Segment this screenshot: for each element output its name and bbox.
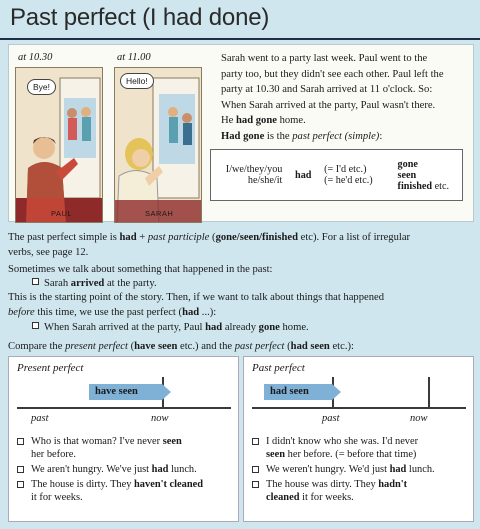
present-perfect-title: Present perfect xyxy=(17,362,84,374)
compare-intro: Compare the present perfect (have seen etc.) and the past perfect (had seen etc.): xyxy=(8,341,354,352)
time-label-right: at 11.00 xyxy=(117,52,151,63)
present-perfect-examples xyxy=(17,435,235,506)
page-title: Past perfect (I had done) xyxy=(10,4,270,31)
example-box xyxy=(8,44,474,222)
list-item: We aren't hungry. We've just had lunch. xyxy=(17,463,235,476)
illustration-sarah xyxy=(114,67,202,223)
speech-bubble-hello: Hello! xyxy=(120,73,154,89)
arrow-tip-icon xyxy=(332,384,341,400)
past-perfect-examples xyxy=(252,435,470,506)
axis-past-label: past xyxy=(322,413,340,424)
story-text xyxy=(221,51,471,145)
axis-now-label: now xyxy=(410,413,428,424)
story-line: He had gone home. xyxy=(221,115,306,127)
explanation-paragraph-3: This is the starting point of the story. Then, if we want to talk about things that happened before this time, we use the past perfect (had ...): xyxy=(8,292,385,318)
list-item: The house was dirty. They hadn't cleaned it for weeks. xyxy=(252,478,470,504)
bullet-box-icon xyxy=(252,466,259,473)
title-rule xyxy=(0,38,480,40)
axis-now-label: now xyxy=(151,413,169,424)
caption-sarah: SARAH xyxy=(145,209,174,218)
arrow-tip-icon xyxy=(162,384,171,400)
bullet-box-icon xyxy=(17,481,24,488)
timeline-line xyxy=(17,407,231,409)
present-perfect-box xyxy=(8,356,239,522)
bullet-box-icon xyxy=(17,438,24,445)
story-line: When Sarah arrived at the party, Paul wasn't there. xyxy=(221,99,436,111)
bullet-box-icon xyxy=(17,466,24,473)
list-item: The house is dirty. They haven't cleaned it for weeks. xyxy=(17,478,235,504)
bullet-box-icon xyxy=(252,481,259,488)
list-item: Who is that woman? I've never seen her before. xyxy=(17,435,235,461)
time-label-left: at 10.30 xyxy=(18,52,53,63)
past-perfect-table xyxy=(210,149,463,201)
sarah-illustration-image xyxy=(115,68,202,223)
story-line: party at 10.30 and Sarah arrived at 11 o'clock. So: xyxy=(221,84,433,96)
have-seen-arrow: have seen xyxy=(89,384,162,400)
explanation-paragraph-1: The past perfect simple is had + past participle (gone/seen/finished etc). For a list of irregular verbs, see page 12. xyxy=(8,232,411,258)
past-perfect-box xyxy=(243,356,474,522)
past-perfect-title: Past perfect xyxy=(252,362,305,374)
now-marker xyxy=(428,377,430,409)
timeline-line xyxy=(252,407,466,409)
explanation-paragraph-2: Sometimes we talk about something that happened in the past: xyxy=(8,264,273,275)
list-item: We weren't hungry. We'd just had lunch. xyxy=(252,463,470,476)
story-line: Had gone is the past perfect (simple): xyxy=(221,130,383,142)
speech-bubble-bye: Bye! xyxy=(27,79,56,95)
list-item: I didn't know who she was. I'd never seen her before. (= before that time) xyxy=(252,435,470,461)
bullet-box-icon xyxy=(32,278,39,285)
subjects-cell: I/we/they/you he/she/it xyxy=(225,164,283,186)
example-sentence-1: Sarah arrived at the party. xyxy=(32,276,472,291)
had-seen-arrow: had seen xyxy=(264,384,332,400)
contraction-cell: (= I'd etc.) (= he'd etc.) xyxy=(324,164,373,186)
bullet-box-icon xyxy=(32,322,39,329)
axis-past-label: past xyxy=(31,413,49,424)
participle-cell: gone seen finished etc. xyxy=(397,158,450,192)
bullet-box-icon xyxy=(252,438,259,445)
example-sentence-2: When Sarah arrived at the party, Paul had already gone home. xyxy=(32,320,472,335)
caption-paul: PAUL xyxy=(51,209,73,218)
story-line: party too, but they didn't see each other. Paul left the xyxy=(221,68,444,80)
aux-cell: had xyxy=(295,169,312,181)
story-line: Sarah went to a party last week. Paul went to the xyxy=(221,53,428,64)
